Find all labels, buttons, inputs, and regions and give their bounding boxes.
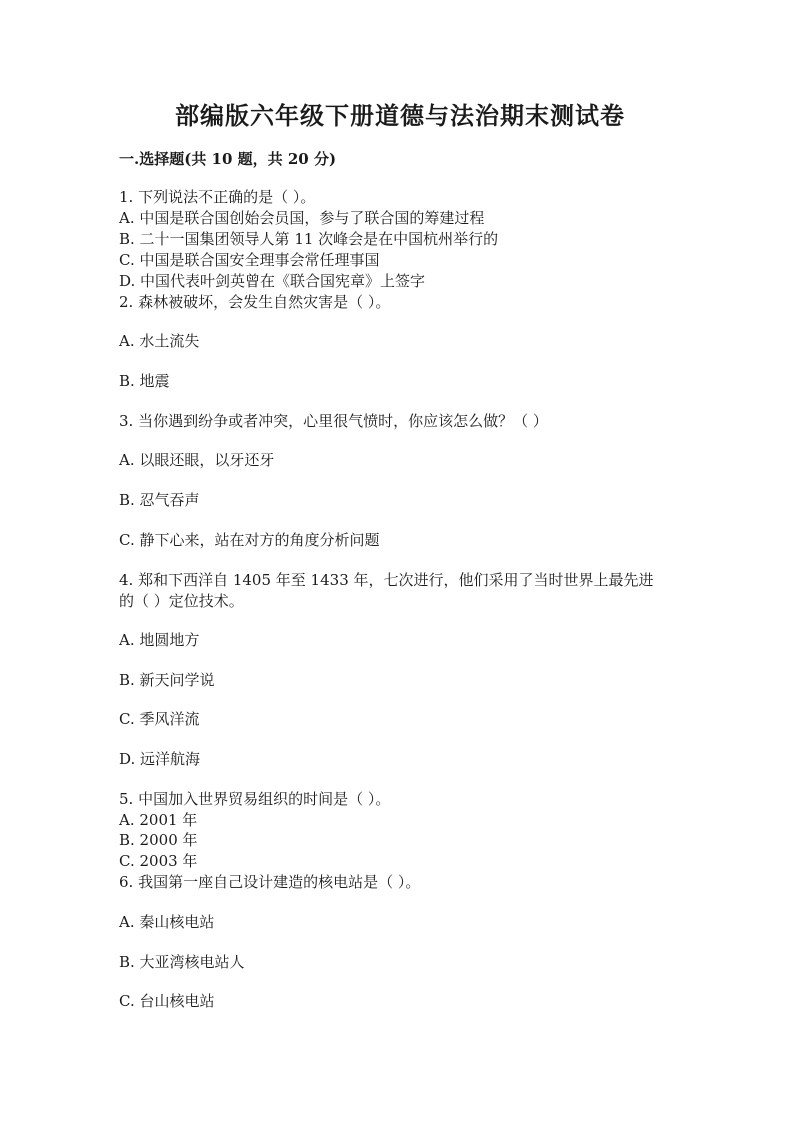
- question-4-stem-line-2: 的（ ）定位技术。: [119, 592, 244, 610]
- question-5-stem: 5. 中国加入世界贸易组织的时间是（ ）。: [119, 790, 391, 808]
- question-6-option-c: C. 台山核电站: [119, 992, 215, 1010]
- question-4-stem-line-1: 4. 郑和下西洋自 1405 年至 1433 年，七次进行，他们采用了当时世界上最先进: [119, 571, 654, 589]
- question-4-option-c: C. 季风洋流: [119, 710, 200, 728]
- question-5-option-a: A. 2001 年: [119, 811, 198, 829]
- question-1-option-c: C. 中国是联合国安全理事会常任理事国: [119, 251, 380, 269]
- question-6-stem: 6. 我国第一座自己设计建造的核电站是（ ）。: [119, 873, 421, 891]
- question-2-stem: 2. 森林被破坏，会发生自然灾害是（ ）。: [119, 293, 391, 311]
- question-1-option-a: A. 中国是联合国创始会员国，参与了联合国的筹建过程: [119, 209, 485, 227]
- section-heading: 一.选择题(共 10 题，共 20 分): [119, 150, 337, 168]
- question-2-option-a: A. 水土流失: [119, 332, 200, 350]
- question-6-option-a: A. 秦山核电站: [119, 913, 215, 931]
- question-1-option-d: D. 中国代表叶剑英曾在《联合国宪章》上签字: [119, 272, 426, 290]
- question-4-option-b: B. 新天问学说: [119, 671, 215, 689]
- question-3-stem: 3. 当你遇到纷争或者冲突，心里很气愤时，你应该怎么做？（ ）: [119, 412, 548, 430]
- question-1-option-b: B. 二十一国集团领导人第 11 次峰会是在中国杭州举行的: [119, 230, 499, 248]
- document-title: 部编版六年级下册道德与法治期末测试卷: [175, 101, 625, 130]
- question-5-option-c: C. 2003 年: [119, 852, 198, 870]
- question-4-option-d: D. 远洋航海: [119, 750, 201, 768]
- question-1-stem: 1. 下列说法不正确的是（ ）。: [119, 188, 316, 206]
- question-3-option-a: A. 以眼还眼，以牙还牙: [119, 451, 275, 469]
- question-5-option-b: B. 2000 年: [119, 831, 198, 849]
- question-2-option-b: B. 地震: [119, 372, 170, 390]
- question-3-option-c: C. 静下心来，站在对方的角度分析问题: [119, 531, 380, 549]
- question-4-option-a: A. 地圆地方: [119, 631, 200, 649]
- question-6-option-b: B. 大亚湾核电站人: [119, 953, 245, 971]
- question-3-option-b: B. 忍气吞声: [119, 491, 200, 509]
